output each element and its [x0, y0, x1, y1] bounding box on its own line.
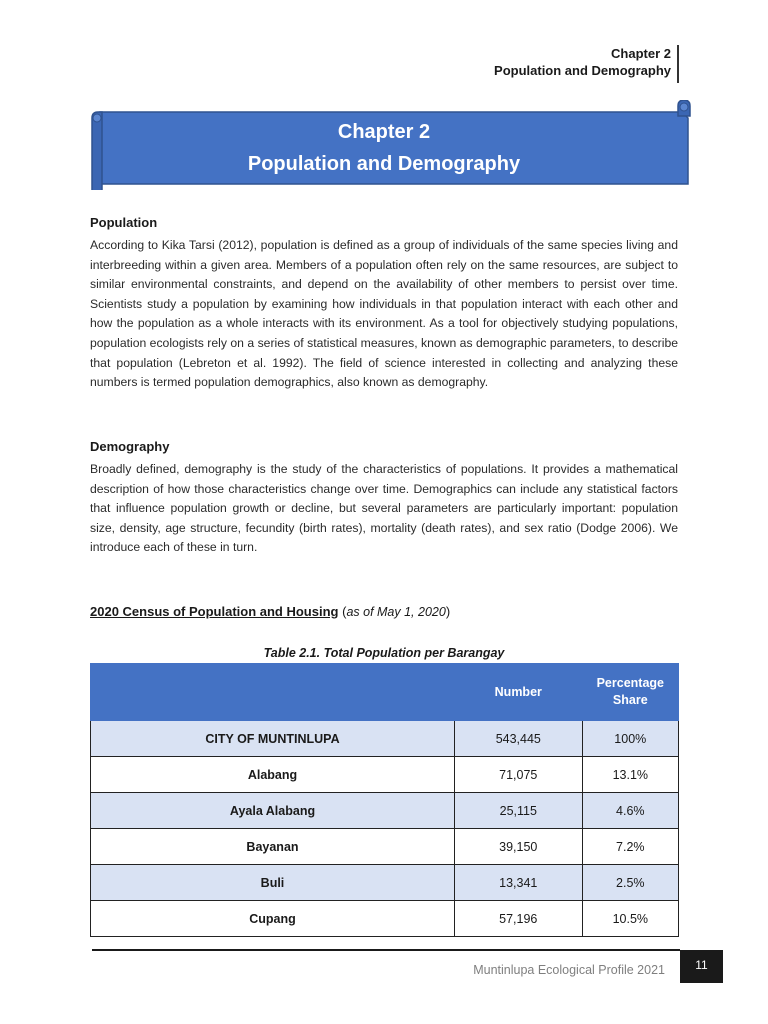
- footer-rule: [92, 949, 680, 951]
- header-number: Number: [454, 664, 582, 721]
- barangay-name: Alabang: [91, 757, 455, 793]
- table-header-row: [91, 664, 679, 721]
- barangay-name: Ayala Alabang: [91, 793, 455, 829]
- percentage-share: 2.5%: [582, 865, 678, 901]
- banner-chapter-title: Population and Demography: [247, 153, 521, 175]
- population-number: 39,150: [454, 829, 582, 865]
- barangay-name: Cupang: [91, 901, 455, 937]
- table-row: [91, 901, 679, 937]
- table-row: [91, 793, 679, 829]
- table-row: [91, 721, 679, 757]
- running-header-chapter: Chapter 2: [611, 46, 671, 61]
- table-row: [91, 829, 679, 865]
- percentage-share: 4.6%: [582, 793, 678, 829]
- running-header-rule: [677, 45, 679, 83]
- population-number: 25,115: [454, 793, 582, 829]
- population-number: 543,445: [454, 721, 582, 757]
- census-as-of: as of May 1, 2020: [346, 605, 446, 619]
- census-heading: [90, 604, 450, 619]
- percentage-share: 13.1%: [582, 757, 678, 793]
- population-heading: Population: [90, 215, 158, 230]
- header-percentage-share: [582, 664, 678, 721]
- table-row: [91, 757, 679, 793]
- running-header-title: Population and Demography: [494, 63, 671, 78]
- percentage-share: 10.5%: [582, 901, 678, 937]
- barangay-name: CITY OF MUNTINLUPA: [91, 721, 455, 757]
- percentage-share: 7.2%: [582, 829, 678, 865]
- census-paren-open: (: [338, 604, 347, 619]
- population-number: 71,075: [454, 757, 582, 793]
- banner-chapter-number: Chapter 2: [337, 121, 431, 143]
- census-title: 2020 Census of Population and Housing: [90, 604, 339, 619]
- barangay-name: Bayanan: [91, 829, 455, 865]
- footer-publication-title: Muntinlupa Ecological Profile 2021: [473, 963, 665, 977]
- barangay-name: Buli: [91, 865, 455, 901]
- population-table: [90, 663, 679, 937]
- table-caption: Table 2.1. Total Population per Barangay: [263, 646, 505, 660]
- population-number: 57,196: [454, 901, 582, 937]
- page-number: 11: [680, 950, 723, 983]
- percentage-share: 100%: [582, 721, 678, 757]
- census-paren-close: ): [445, 604, 451, 619]
- demography-paragraph: Broadly defined, demography is the study of the characteristics of populations. It provides a mathematical description of how those characteristics change over time. Demographics can include any statistical factors that influence population growth or decline, but several parameters are particularly important: population size, density, age structure, fecundity (birth rates), mortality (death rates), and sex ratio (Dodge 2006). We introduce each of these in turn.: [90, 462, 678, 555]
- header-barangay: [91, 664, 455, 721]
- table-row: [91, 865, 679, 901]
- running-header: [351, 45, 671, 79]
- population-number: 13,341: [454, 865, 582, 901]
- header-percentage-share-label: Percentage Share: [596, 676, 664, 707]
- population-paragraph: According to Kika Tarsi (2012), population is defined as a group of individuals of the same species living and interbreeding within a given area. Members of a population often rely on the same resources, are subject to similar environmental constraints, and depend on the availability of other members to persist over time. Scientists study a population by examining how individuals in that population interact with each other and how the population as a whole interacts with its environment. As a tool for objectively studying populations, population ecologists rely on a series of statistical measures, known as demographic parameters, to describe that population (Lebreton et al. 1992). The field of science interested in collecting and analyzing these numbers is termed population demographics, also known as demography.: [90, 238, 678, 390]
- demography-heading: Demography: [90, 439, 170, 454]
